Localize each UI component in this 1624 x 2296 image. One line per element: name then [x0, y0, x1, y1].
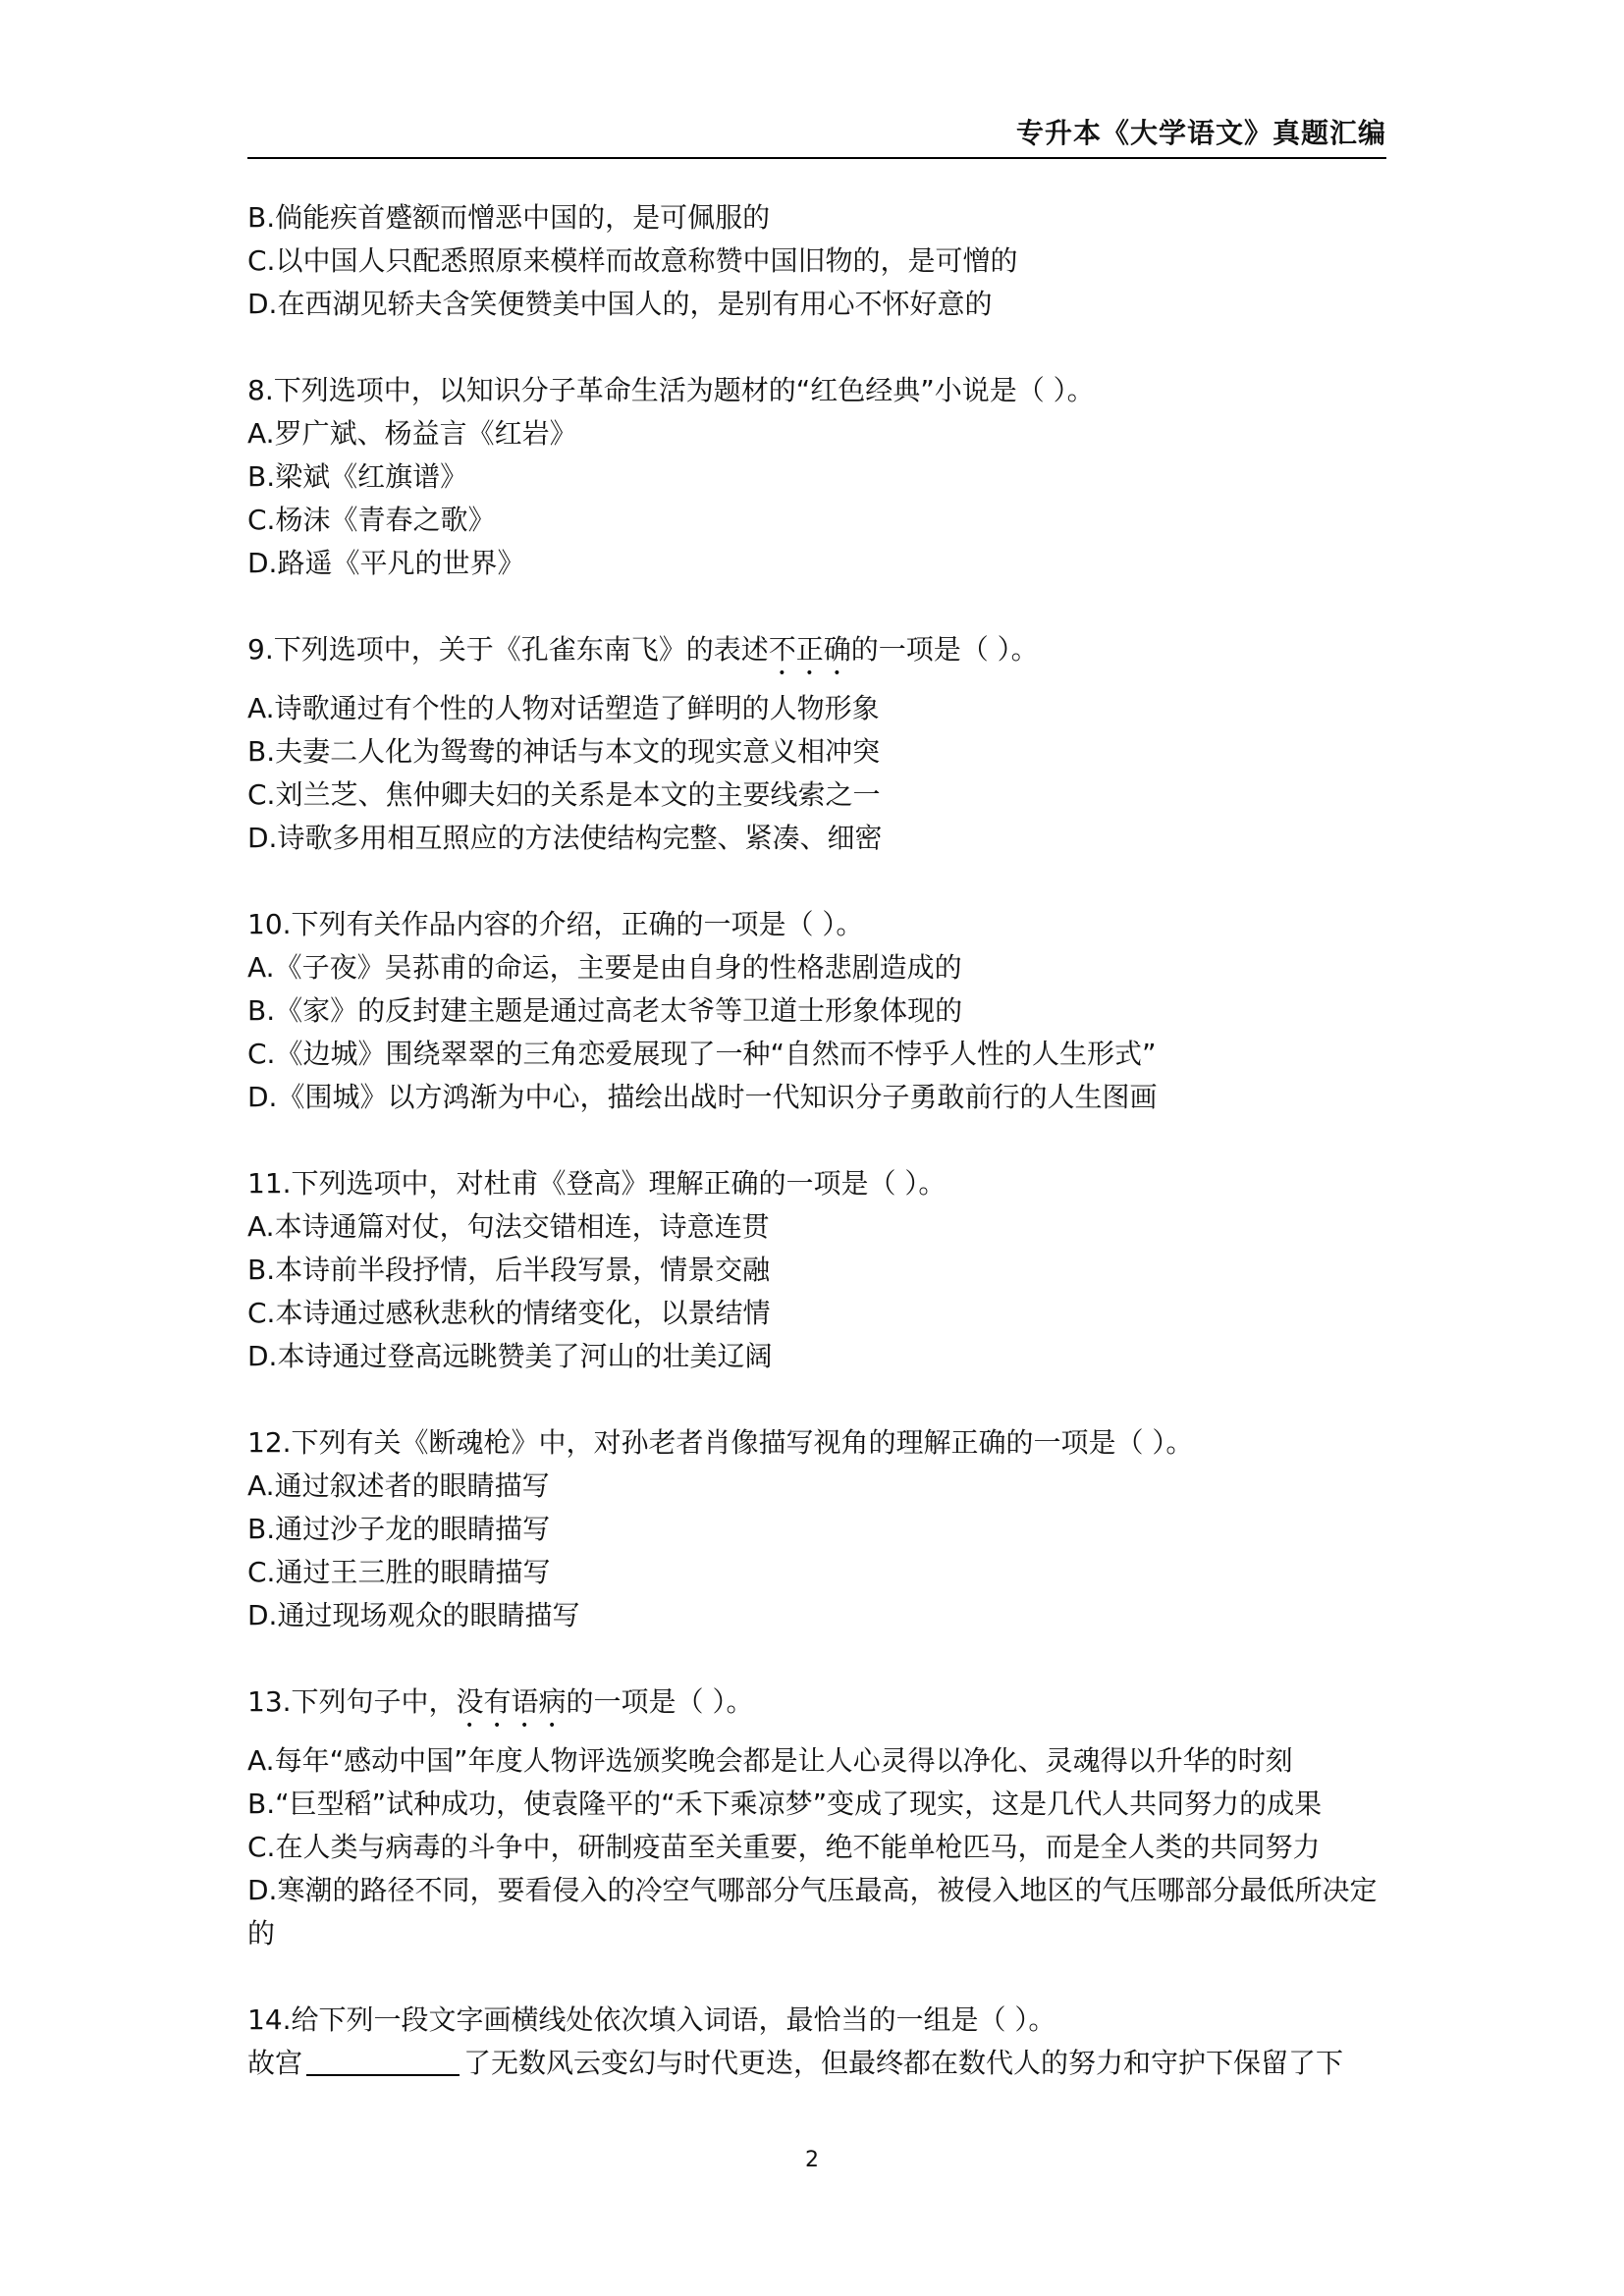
- option-c: C.通过王三胜的眼睛描写: [247, 1556, 551, 1588]
- option-b: B.倘能疾首蹙额而憎恶中国的，是可佩服的: [247, 201, 771, 234]
- option-d: D.《围城》以方鸿渐为中心，描绘出战时一代知识分子勇敢前行的人生图画: [247, 1081, 1158, 1113]
- stem-text: 13.下列句子中，: [247, 1685, 457, 1718]
- question-stem: 11.下列选项中，对杜甫《登高》理解正确的一项是（ ）。: [247, 1167, 947, 1200]
- option-b: B.通过沙子龙的眼睛描写: [247, 1513, 551, 1545]
- emphasized-text: 不正确: [768, 633, 851, 666]
- question-10: [247, 903, 1386, 1119]
- option-c: C.以中国人只配悉照原来模样而故意称赞中国旧物的，是可憎的: [247, 244, 1018, 277]
- option-a: A.本诗通篇对仗，句法交错相连，诗意连贯: [247, 1210, 770, 1243]
- option-d: D.通过现场观众的眼睛描写: [247, 1599, 580, 1631]
- option-b: B.《家》的反封建主题是通过高老太爷等卫道士形象体现的: [247, 994, 963, 1027]
- option-b: B.“巨型稻”试种成功，使袁隆平的“禾下乘凉梦”变成了现实，这是几代人共同努力的成果: [247, 1788, 1323, 1820]
- option-a: A.每年“感动中国”年度人物评选颁奖晚会都是让人心灵得以净化、灵魂得以升华的时刻: [247, 1744, 1293, 1777]
- option-c: C.刘兰芝、焦仲卿夫妇的关系是本文的主要线索之一: [247, 778, 881, 811]
- question-9: [247, 628, 1386, 860]
- question-stem: 14.给下列一段文字画横线处依次填入词语，最恰当的一组是（ ）。: [247, 2003, 1056, 2036]
- stem-text: 9.下列选项中，关于《孔雀东南飞》的表述: [247, 633, 769, 666]
- stem-text: 的一项是（ ）。: [850, 633, 1039, 666]
- page-header: [247, 116, 1386, 159]
- question-11: [247, 1162, 1386, 1378]
- option-b: B.梁斌《红旗谱》: [247, 460, 468, 493]
- question-7-continued: [247, 196, 1386, 326]
- option-d: D.寒潮的路径不同，要看侵入的冷空气哪部分气压最高，被侵入地区的气压哪部分最低所决定的: [247, 1874, 1378, 1949]
- question-stem: 8.下列选项中，以知识分子革命生活为题材的“红色经典”小说是（ ）。: [247, 374, 1095, 406]
- option-a: A.诗歌通过有个性的人物对话塑造了鲜明的人物形象: [247, 692, 880, 724]
- option-a: A.《子夜》吴荪甫的命运，主要是由自身的性格悲剧造成的: [247, 951, 962, 984]
- stem-text: 的一项是（ ）。: [566, 1685, 754, 1718]
- question-13: [247, 1681, 1386, 1955]
- header-title: 专升本《大学语文》真题汇编: [1015, 117, 1386, 149]
- option-c: C.在人类与病毒的斗争中，研制疫苗至关重要，绝不能单枪匹马，而是全人类的共同努力: [247, 1831, 1321, 1863]
- question-stem: 12.下列有关《断魂枪》中，对孙老者肖像描写视角的理解正确的一项是（ ）。: [247, 1426, 1194, 1459]
- question-8: [247, 369, 1386, 585]
- question-14: [247, 1999, 1386, 2085]
- emphasized-text: 没有语病: [456, 1685, 567, 1718]
- option-a: A.罗广斌、杨益言《红岩》: [247, 417, 577, 450]
- question-stem: [247, 1681, 1386, 1734]
- question-stem: 10.下列有关作品内容的介绍，正确的一项是（ ）。: [247, 908, 864, 940]
- page-number: 2: [805, 2148, 819, 2172]
- fill-in-blank: [306, 2045, 460, 2076]
- passage-text: 故宫: [247, 2047, 303, 2079]
- option-c: C.《边城》围绕翠翠的三角恋爱展现了一种“自然而不悖乎人性的人生形式”: [247, 1038, 1157, 1070]
- page-content: [247, 196, 1386, 2128]
- option-d: D.在西湖见轿夫含笑便赞美中国人的，是别有用心不怀好意的: [247, 288, 993, 320]
- option-b: B.夫妻二人化为鸳鸯的神话与本文的现实意义相冲突: [247, 735, 881, 768]
- option-c: C.杨沫《青春之歌》: [247, 504, 496, 536]
- passage-text: 了无数风云变幻与时代更迭，但最终都在数代人的努力和守护下保留了下: [463, 2047, 1344, 2079]
- passage-line: [247, 2042, 1386, 2085]
- option-b: B.本诗前半段抒情，后半段写景，情景交融: [247, 1254, 771, 1286]
- option-d: D.诗歌多用相互照应的方法使结构完整、紧凑、细密: [247, 822, 883, 854]
- option-d: D.本诗通过登高远眺赞美了河山的壮美辽阔: [247, 1340, 773, 1372]
- option-d: D.路遥《平凡的世界》: [247, 547, 525, 579]
- option-a: A.通过叙述者的眼睛描写: [247, 1469, 550, 1502]
- question-12: [247, 1421, 1386, 1637]
- option-c: C.本诗通过感秋悲秋的情绪变化，以景结情: [247, 1297, 771, 1329]
- question-stem: [247, 628, 1386, 681]
